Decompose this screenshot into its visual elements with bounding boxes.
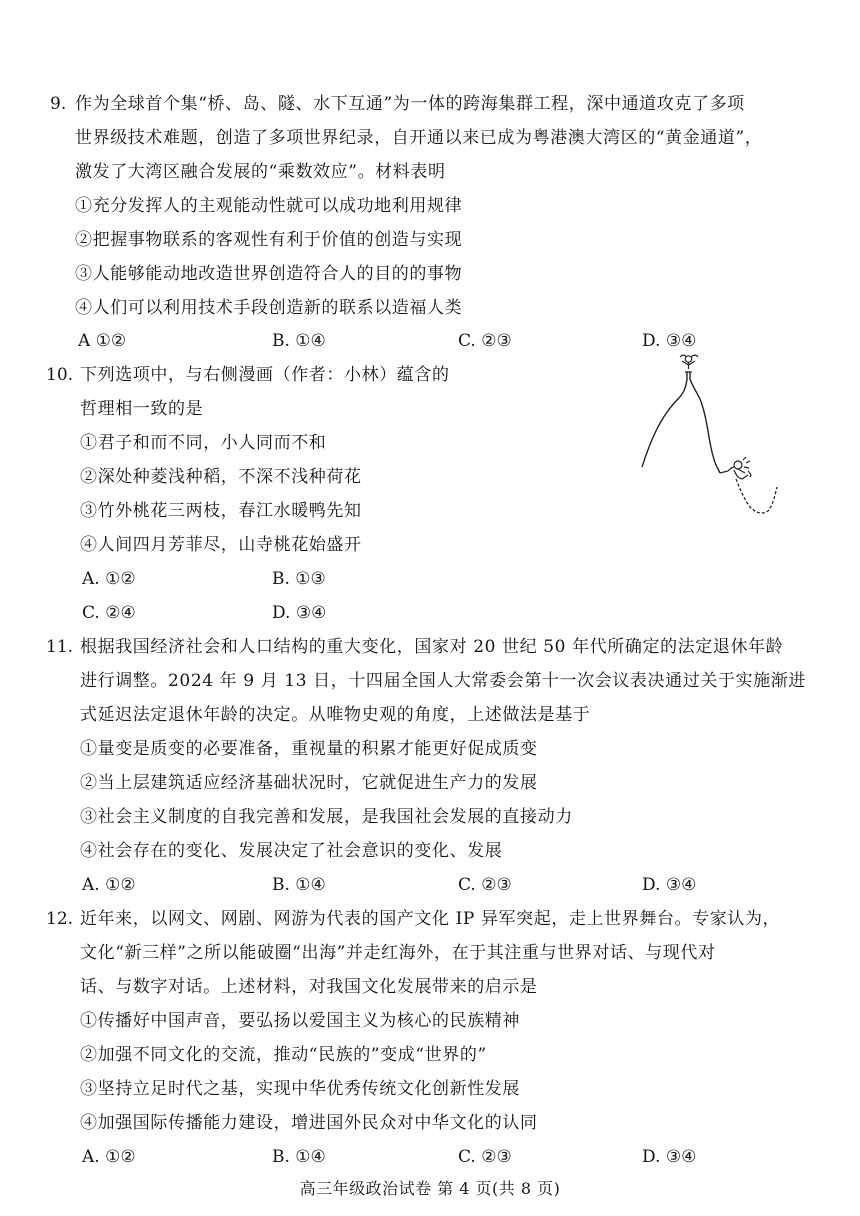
- question-number: 10.: [46, 365, 74, 385]
- statement-2: ②深处种菱浅种稻，不深不浅种荷花: [80, 467, 362, 487]
- option-d: D. ③④: [272, 603, 327, 623]
- option-b: B. ①④: [272, 331, 326, 351]
- statement-1: ①量变是质变的必要准备，重视量的积累才能更好促成质变: [80, 739, 538, 759]
- statement-2: ②加强不同文化的交流，推动“民族的”变成“世界的”: [80, 1045, 487, 1065]
- statement-3: ③社会主义制度的自我完善和发展，是我国社会发展的直接动力: [80, 807, 573, 827]
- option-a: A. ①②: [82, 875, 136, 895]
- statement-2: ②当上层建筑适应经济基础状况时，它就促进生产力的发展: [80, 773, 538, 793]
- figure-in-valley: [720, 457, 751, 479]
- question-stem-line: 根据我国经济社会和人口结构的重大变化，国家对 20 世纪 50 年代所确定的法定退休年龄: [80, 637, 784, 657]
- question-number: 11.: [46, 637, 74, 657]
- statement-1: ①君子和而不同，小人同而不和: [80, 433, 327, 453]
- question-stem-line: 哲理相一致的是: [80, 399, 204, 419]
- statement-1: ①传播好中国声音，要弘扬以爱国主义为核心的民族精神: [80, 1011, 520, 1031]
- option-d: D. ③④: [642, 875, 697, 895]
- option-c: C. ②④: [82, 603, 136, 623]
- question-stem-line: 激发了大湾区融合发展的“乘数效应”。材料表明: [75, 162, 446, 182]
- option-d: D. ③④: [642, 1147, 697, 1167]
- statement-3: ③坚持立足时代之基，实现中华优秀传统文化创新性发展: [80, 1079, 520, 1099]
- option-c: C. ②③: [458, 1147, 512, 1167]
- question-number: 12.: [46, 909, 74, 929]
- question-number: 9.: [50, 94, 67, 114]
- option-a: A ①②: [78, 331, 127, 351]
- option-a: A. ①②: [82, 1147, 136, 1167]
- statement-3: ③人能够能动地改造世界创造符合人的目的的事物: [75, 264, 463, 284]
- cartoon-illustration: [630, 347, 780, 522]
- option-b: B. ①③: [272, 569, 326, 589]
- option-c: C. ②③: [458, 331, 512, 351]
- statement-2: ②把握事物联系的客观性有利于价值的创造与实现: [75, 230, 463, 250]
- question-stem-line: 话、与数字对话。上述材料，对我国文化发展带来的启示是: [80, 977, 538, 997]
- page-footer: 高三年级政治试卷 第 4 页(共 8 页): [299, 1179, 561, 1198]
- question-stem-line: 近年来，以网文、网剧、网游为代表的国产文化 IP 异军突起，走上世界舞台。专家认为，: [80, 909, 781, 929]
- question-stem-line: 进行调整。2024 年 9 月 13 日，十四届全国人大常委会第十一次会议表决通过关于实施渐进: [80, 671, 806, 691]
- statement-1: ①充分发挥人的主观能动性就可以成功地利用规律: [75, 196, 463, 216]
- statement-4: ④加强国际传播能力建设，增进国外民众对中华文化的认同: [80, 1113, 538, 1133]
- statement-4: ④人间四月芳菲尽，山寺桃花始盛开: [80, 535, 362, 555]
- figure-on-peak: [680, 355, 698, 372]
- option-a: A. ①②: [82, 569, 136, 589]
- option-d: D. ③④: [642, 331, 697, 351]
- statement-3: ③竹外桃花三两枝，春江水暖鸭先知: [80, 501, 362, 521]
- statement-4: ④人们可以利用技术手段创造新的联系以造福人类: [75, 298, 463, 318]
- question-stem-line: 世界级技术难题，创造了多项世界纪录，自开通以来已成为粤港澳大湾区的“黄金通道”，: [75, 128, 763, 148]
- option-c: C. ②③: [458, 875, 512, 895]
- option-b: B. ①④: [272, 875, 326, 895]
- question-stem-line: 下列选项中，与右侧漫画（作者：小林）蕴含的: [80, 365, 450, 385]
- question-stem-line: 作为全球首个集“桥、岛、隧、水下互通”为一体的跨海集群工程，深中通道攻克了多项: [75, 94, 745, 114]
- statement-4: ④社会存在的变化、发展决定了社会意识的变化、发展: [80, 841, 503, 861]
- option-b: B. ①④: [272, 1147, 326, 1167]
- question-stem-line: 文化“新三样”之所以能破圈“出海”并走红海外，在于其注重与世界对话、与现代对: [80, 943, 716, 963]
- question-stem-line: 式延迟法定退休年龄的决定。从唯物史观的角度，上述做法是基于: [80, 705, 591, 725]
